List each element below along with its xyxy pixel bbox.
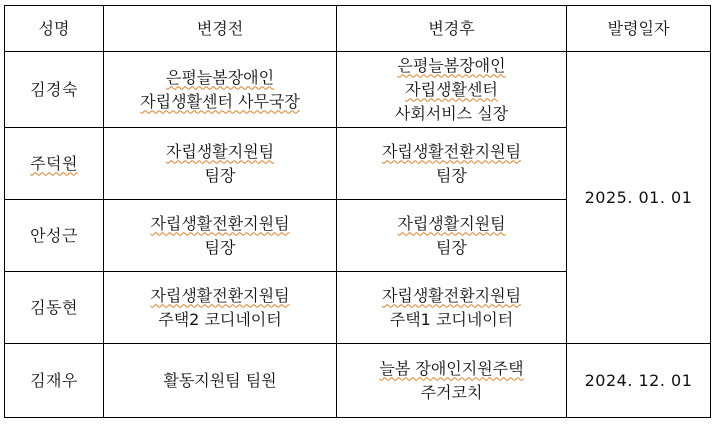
before-line xyxy=(108,308,332,332)
person-name-text: 김경숙 xyxy=(30,79,78,99)
header-name: 성명 xyxy=(5,6,104,52)
before-position xyxy=(104,52,337,128)
before-line xyxy=(108,369,332,393)
before-line xyxy=(108,236,332,260)
before-line-text: 팀장 xyxy=(204,237,236,257)
after-line xyxy=(341,78,562,102)
after-line-text: 자립생활센터 xyxy=(405,79,498,99)
after-position xyxy=(337,128,567,200)
after-line-text: 사회서비스 실장 xyxy=(394,103,509,123)
after-line xyxy=(341,284,562,308)
before-line xyxy=(108,140,332,164)
person-name-text: 안성근 xyxy=(30,225,78,245)
after-line xyxy=(341,140,562,164)
header-after: 변경후 xyxy=(337,6,567,52)
appointment-date-text: 2024. 12. 01 xyxy=(584,370,693,390)
before-line-text: 자립생활지원팀 xyxy=(165,141,275,161)
after-line xyxy=(341,308,562,332)
after-line-text: 팀장 xyxy=(436,237,467,257)
person-name xyxy=(5,128,104,200)
person-name xyxy=(5,200,104,272)
before-position xyxy=(104,128,337,200)
after-position xyxy=(337,272,567,344)
before-line-text: 팀장 xyxy=(204,165,236,185)
appointment-date xyxy=(567,52,711,344)
header-date: 발령일자 xyxy=(567,6,711,52)
before-line xyxy=(108,284,332,308)
before-line-text: 주택2 코디네이터 xyxy=(158,309,282,329)
before-line-text: 자립생활센터 사무국장 xyxy=(140,91,300,111)
after-position xyxy=(337,344,567,418)
before-line xyxy=(108,212,332,236)
header-before: 변경전 xyxy=(104,6,337,52)
person-name-text: 주덕원 xyxy=(30,153,78,173)
before-line-text: 활동지원팀 팀원 xyxy=(163,370,277,390)
person-name-text: 김동현 xyxy=(30,297,78,317)
after-line xyxy=(341,381,562,405)
before-line-text: 은평늘봄장애인 xyxy=(165,67,275,87)
person-name-text: 김재우 xyxy=(30,370,78,390)
appointment-date-text: 2025. 01. 01 xyxy=(584,187,693,207)
after-line xyxy=(341,236,562,260)
after-line-text: 자립생활전환지원팀 xyxy=(381,141,522,161)
after-line xyxy=(341,164,562,188)
after-position xyxy=(337,52,567,128)
before-position xyxy=(104,200,337,272)
appointment-date xyxy=(567,344,711,418)
after-line xyxy=(341,357,562,381)
before-line-text: 자립생활전환지원팀 xyxy=(150,213,290,233)
after-position xyxy=(337,200,567,272)
after-line-text: 자립생활지원팀 xyxy=(397,213,506,233)
person-name xyxy=(5,52,104,128)
person-name xyxy=(5,344,104,418)
header-row xyxy=(5,6,711,52)
after-line-text: 주택1 코디네이터 xyxy=(389,309,514,329)
after-line-text: 자립생활전환지원팀 xyxy=(381,285,522,305)
before-line xyxy=(108,164,332,188)
before-line-text: 자립생활전환지원팀 xyxy=(150,285,290,305)
after-line-text: 은평늘봄장애인 xyxy=(397,55,506,75)
after-line-text: 팀장 xyxy=(436,165,467,185)
personnel-change-table xyxy=(4,5,711,418)
after-line-text: 늘봄 장애인지원주택 xyxy=(379,358,524,378)
person-name xyxy=(5,272,104,344)
before-line xyxy=(108,90,332,114)
after-line-text: 주거코치 xyxy=(420,382,483,402)
before-position xyxy=(104,272,337,344)
before-position xyxy=(104,344,337,418)
after-line xyxy=(341,54,562,78)
table-row xyxy=(5,52,711,128)
table-row xyxy=(5,344,711,418)
after-line xyxy=(341,102,562,126)
before-line xyxy=(108,66,332,90)
after-line xyxy=(341,212,562,236)
